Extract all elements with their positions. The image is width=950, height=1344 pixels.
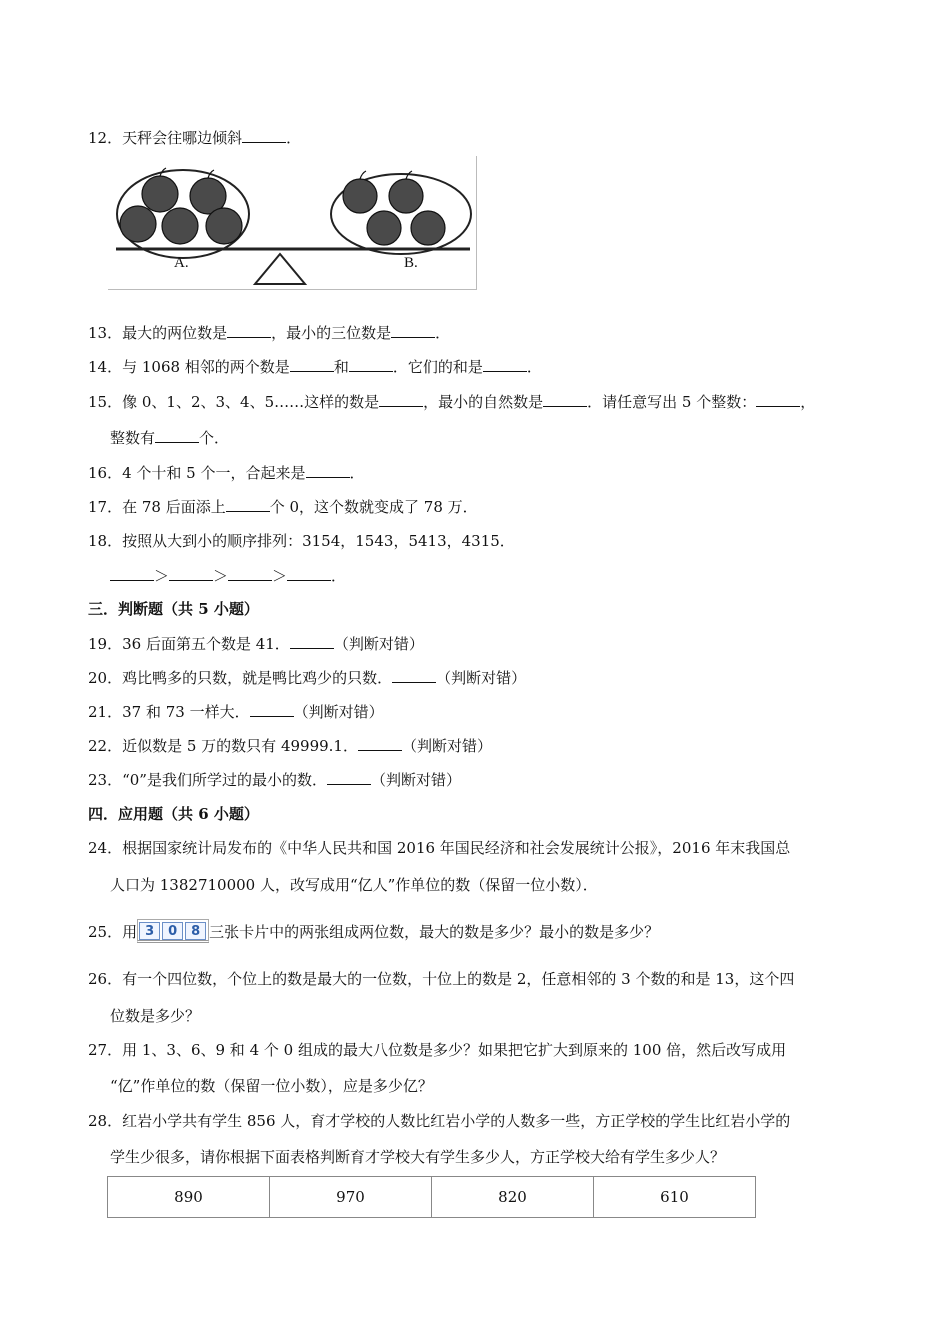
answer-blank[interactable]	[250, 702, 294, 717]
apple-icon	[142, 176, 178, 212]
question-15	[88, 392, 815, 412]
question-number: 19．	[88, 635, 123, 653]
table-cell: 970	[270, 1177, 432, 1218]
question-text: 37 和 73 一样大．	[122, 703, 250, 721]
answer-blank[interactable]	[155, 428, 199, 443]
question-text: 天秤会往哪边倾斜	[122, 129, 243, 147]
question-text: 用	[122, 923, 138, 941]
judge-hint: （判断对错）	[333, 635, 424, 653]
question-26-continued: 位数是多少？	[110, 1007, 201, 1025]
judge-hint: （判断对错）	[293, 703, 384, 721]
apple-icon	[120, 206, 156, 242]
answer-blank[interactable]	[358, 736, 402, 751]
question-14	[88, 357, 542, 377]
number-cards	[137, 919, 209, 943]
apple-icon	[367, 211, 401, 245]
label-a: A.	[174, 255, 189, 271]
question-number: 13．	[88, 324, 123, 342]
answer-blank[interactable]	[110, 566, 154, 581]
right-apples	[343, 179, 445, 245]
question-number: 14．	[88, 358, 123, 376]
question-24-continued: 人口为 1382710000 人，改写成用“亿人”作单位的数（保留一位小数）．	[110, 876, 598, 894]
section-3-heading: 三．判断题（共 5 小题）	[88, 600, 259, 618]
question-text: 像 0、1、2、3、4、5……这样的数是	[122, 393, 380, 411]
question-28-continued: 学生少很多，请你根据下面表格判断育才学校大有学生多少人，方正学校大给有学生多少人？	[110, 1148, 726, 1166]
question-number: 12．	[88, 129, 123, 147]
answer-blank[interactable]	[392, 668, 436, 683]
question-number: 26．	[88, 970, 123, 988]
answer-blank[interactable]	[391, 323, 435, 338]
number-card: 3	[139, 922, 160, 940]
question-13	[88, 323, 450, 343]
answer-blank[interactable]	[290, 357, 334, 372]
question-number: 18．	[88, 532, 123, 550]
table-cell: 820	[432, 1177, 594, 1218]
question-20	[88, 668, 526, 688]
question-15-continued	[110, 428, 229, 448]
question-text: ，最小的三位数是	[271, 324, 392, 342]
punct: ．	[526, 358, 542, 376]
question-number: 24．	[88, 839, 123, 857]
table-cell: 890	[108, 1177, 270, 1218]
question-text: 36 后面第五个数是 41．	[122, 635, 290, 653]
answer-blank[interactable]	[242, 128, 286, 143]
question-28	[88, 1111, 790, 1131]
judge-hint: （判断对错）	[401, 737, 492, 755]
question-text: 4 个十和 5 个一，合起来是	[122, 464, 306, 482]
greater-than: ＞	[213, 567, 229, 585]
question-text: ，最小的自然数是	[423, 393, 544, 411]
question-24	[88, 838, 790, 858]
question-number: 27．	[88, 1041, 123, 1059]
answer-blank[interactable]	[306, 463, 350, 478]
question-text: 有一个四位数，个位上的数是最大的一位数，十位上的数是 2，任意相邻的 3 个数的和是 13，这个四	[122, 970, 795, 988]
left-apples	[120, 176, 242, 244]
question-27	[88, 1040, 786, 1060]
punct: ．	[331, 567, 347, 585]
question-text: ．它们的和是	[392, 358, 483, 376]
judge-hint: （判断对错）	[370, 771, 461, 789]
question-text: 按照从大到小的顺序排列：3154，1543，5413，4315．	[122, 532, 515, 550]
table-row	[108, 1177, 756, 1218]
question-number: 25．	[88, 923, 123, 941]
number-card: 0	[162, 922, 183, 940]
question-27-continued: “亿”作单位的数（保留一位小数），应是多少亿？	[110, 1077, 433, 1095]
balance-scale-figure	[108, 156, 477, 290]
answer-blank[interactable]	[327, 770, 371, 785]
punct: ．	[349, 464, 365, 482]
question-text: 三张卡片中的两张组成两位数，最大的数是多少？最小的数是多少？	[209, 923, 660, 941]
question-text: 用 1、3、6、9 和 4 个 0 组成的最大八位数是多少？如果把它扩大到原来的 100 倍，然后改写成用	[122, 1041, 787, 1059]
apple-icon	[206, 208, 242, 244]
question-number: 21．	[88, 703, 123, 721]
answer-blank[interactable]	[483, 357, 527, 372]
answer-blank[interactable]	[379, 392, 423, 407]
question-text: ．请任意写出 5 个整数：	[587, 393, 757, 411]
judge-hint: （判断对错）	[436, 669, 527, 687]
answer-blank[interactable]	[226, 497, 270, 512]
question-text: 在 78 后面添上	[122, 498, 226, 516]
question-23	[88, 770, 461, 790]
question-text: 个 0，这个数就变成了 78 万．	[269, 498, 478, 516]
answer-blank[interactable]	[228, 566, 272, 581]
question-number: 17．	[88, 498, 123, 516]
question-text: “0”是我们所学过的最小的数．	[122, 771, 327, 789]
answer-blank[interactable]	[169, 566, 213, 581]
question-number: 23．	[88, 771, 123, 789]
question-text: 个．	[199, 429, 230, 447]
question-17	[88, 497, 478, 517]
question-text: 近似数是 5 万的数只有 49999.1．	[122, 737, 358, 755]
question-number: 16．	[88, 464, 123, 482]
question-16	[88, 463, 365, 483]
question-text: 鸡比鸭多的只数，就是鸭比鸡少的只数．	[122, 669, 393, 687]
greater-than: ＞	[154, 567, 170, 585]
balance-scale-image	[108, 156, 476, 289]
punct: ，	[800, 393, 816, 411]
answer-blank[interactable]	[349, 357, 393, 372]
question-text: 最大的两位数是	[122, 324, 228, 342]
question-text: 和	[333, 358, 349, 376]
answer-blank[interactable]	[227, 323, 271, 338]
punct: ．	[435, 324, 451, 342]
question-number: 15．	[88, 393, 123, 411]
table-cell: 610	[594, 1177, 756, 1218]
question-text: 整数有	[110, 429, 156, 447]
answer-blank[interactable]	[290, 634, 334, 649]
question-text: 根据国家统计局发布的《中华人民共和国 2016 年国民经济和社会发展统计公报》，2016 年末我国总	[122, 839, 791, 857]
number-card: 8	[185, 922, 206, 940]
question-18	[88, 531, 515, 551]
question-text: 与 1068 相邻的两个数是	[122, 358, 290, 376]
question-22	[88, 736, 492, 756]
apple-icon	[389, 179, 423, 213]
question-18-answer-line	[110, 566, 346, 586]
question-21	[88, 702, 384, 722]
scale-fulcrum	[255, 254, 305, 284]
greater-than: ＞	[272, 567, 288, 585]
question-25	[88, 921, 659, 945]
question-text: 红岩小学共有学生 856 人，育才学校的人数比红岩小学的人数多一些，方正学校的学生比红岩小学的	[122, 1112, 791, 1130]
question-19	[88, 634, 424, 654]
question-number: 28．	[88, 1112, 123, 1130]
question-12	[88, 128, 301, 148]
answer-blank[interactable]	[287, 566, 331, 581]
apple-icon	[343, 179, 377, 213]
choices-table	[107, 1176, 756, 1218]
apple-icon	[162, 208, 198, 244]
answer-blank[interactable]	[543, 392, 587, 407]
question-number: 20．	[88, 669, 123, 687]
punct: ．	[286, 129, 302, 147]
question-number: 22．	[88, 737, 123, 755]
section-4-heading: 四．应用题（共 6 小题）	[88, 805, 259, 823]
answer-blank[interactable]	[756, 392, 800, 407]
question-26	[88, 969, 794, 989]
label-b: B.	[404, 255, 418, 271]
apple-icon	[411, 211, 445, 245]
